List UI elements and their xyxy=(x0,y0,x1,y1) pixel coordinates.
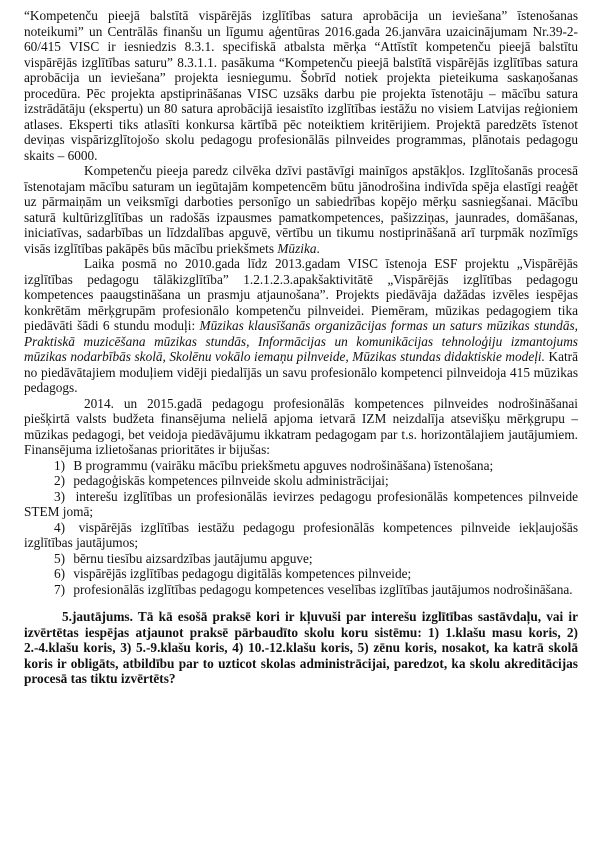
paragraph-funding-2014-2015: 2014. un 2015.gadā pedagogu profesionālās kompetences pilnveides nodrošināšanai piešķirtā valsts budžeta finansējuma nelielā apjoma ietvarā IZM neizdalīja atsevišķu mērķgrupu – mūzikas pedagogi, bet veidoja piedāvājumu ikkatram pedagogam par t.s. horizontālajiem jautājumiem. Finansējuma izlietošanas prioritātes ir bijušas: xyxy=(24,395,578,457)
priority-text: vispārējās izglītības iestāžu pedagogu profesionālās kompetences pilnveide iekļaujošās izglītības jautājumos; xyxy=(24,519,578,550)
priority-number: 4) xyxy=(54,519,66,535)
question-5: 5.jautājums. Tā kā esošā praksē kori ir kļuvuši par interešu izglītības sastāvdaļu, vai ir izvērtētas iespējas atjaunot praksē pārbaudīto skolu koru sistēmu: 1) 1.klašu masu koris, 2) 2.-4.klašu koris, 3) 5.-9.klašu koris, 4) 10.-12.klašu koris, 5) zēnu koris, nosakot, ka katrā skolā koris ir obligāts, atbildību par to uzticot skolas administrācijai, paredzot, ka skolu akreditācijas procesā tas tiktu izvērtēts? xyxy=(24,609,578,686)
priority-text: pedagoģiskās kompetences pilnveide skolu administrācijai; xyxy=(73,473,389,488)
priority-item xyxy=(24,520,578,551)
paragraph-competence-text: Kompetenču pieeja paredz cilvēka dzīvi pastāvīgi mainīgos apstākļos. Izglītošanās procesā īstenotajam mācību saturam un iegūtajām kompetencēm būtu jānodrošina indivīda spēja elastīgi reaģēt uz pārmaiņām un veiksmīgi darboties personīgo un sabiedrības kopējo mērķu sasniegšanai. Mācību saturā kultūrizglītības un radošās izpausmes pamatkompetences, pašizziņas, jaunrades, domāšanas, iniciatīvas, sadarbības un līdzdalības apguvē, vērtību un tikumu nostiprināšanā arī turpmāk nozīmīgs visās izglītības pakāpēs būs mācību priekšmets xyxy=(24,163,578,256)
paragraph-esf-project xyxy=(24,256,578,396)
priority-number: 2) xyxy=(54,473,66,488)
priority-item xyxy=(24,489,578,520)
paragraph-competence-approach: Kompetenču pieeja paredz cilvēka dzīvi pastāvīgi mainīgos apstākļos. Izglītošanās procesā īstenotajam mācību saturam un iegūtajām kompetencēm būtu jānodrošina indivīda spēja elastīgi reaģēt uz pārmaiņām un veiksmīgi darboties personīgo un sabiedrības kopējo mērķu sasniegšanai. Mācību saturā kultūrizglītības un radošās izpausmes pamatkompetences, pašizziņas, jaunrades, domāšanas, iniciatīvas, sadarbības un līdzdalības apguvē, vērtību un tikumu nostiprināšanā arī turpmāk nozīmīgs visās izglītības pakāpēs būs mācību priekšmets Mūzika. xyxy=(24,163,578,256)
funding-priorities-list xyxy=(24,458,578,598)
priority-text: B programmu (vairāku mācību priekšmetu apguves nodrošināšana) īstenošana; xyxy=(73,457,494,473)
priority-item xyxy=(24,473,578,489)
music-modules-list: Mūzikas klausīšanās organizācijas formas un saturs mūzikas stundās, Praktiskā muzicēšana mūzikas stundās, Informācijas un komunikācijas tehnoloģiju izmantojums mūzikas nodarbībās skolā, Skolēnu vokālo iemaņu pilnveide, Mūzikas stundas didaktiskie modeļi. xyxy=(24,318,578,364)
priority-item xyxy=(24,458,578,474)
priority-text: vispārējās izglītības pedagogu digitālās kompetences pilnveide; xyxy=(73,566,412,581)
priority-item xyxy=(24,551,578,567)
priority-text: bērnu tiesību aizsardzības jautājumu apguve; xyxy=(73,550,313,566)
priority-item xyxy=(24,566,578,582)
esf-project-text: Laika posmā no 2010.gada līdz 2013.gadam VISC īstenoja ESF projektu „Vispārējās izglītības pedagogu tālākizglītība” 1.2.1.2.3.apakšaktivitātē „Vispārējās izglītības pedagogu kompetences paaugstināšana un prasmju atjaunošana”. Projekts piedāvāja dažādas izvēles iespējas konkrētām mērķgrupām profesionālo kompetenču pilnveidei. Piemēram, mūzikas pedagogiem tika piedāvāti šādi 6 stundu moduļi: xyxy=(24,256,578,333)
priority-number: 1) xyxy=(54,457,66,473)
priority-number: 7) xyxy=(54,581,66,597)
priority-number: 6) xyxy=(54,566,66,581)
priority-number: 5) xyxy=(54,550,66,566)
priority-text: profesionālās izglītības pedagogu kompetences veselības izglītības jautājumos nodrošināšana. xyxy=(73,581,573,597)
priority-text: interešu izglītības un profesionālās ievirzes pedagogu profesionālās kompetences pilnveide STEM jomā; xyxy=(24,488,578,519)
priority-number: 3) xyxy=(54,488,66,504)
subject-music: Mūzika xyxy=(277,240,317,256)
priority-item xyxy=(24,582,578,598)
paragraph-project-application: “Kompetenču pieejā balstītā vispārējās izglītības satura aprobācija un ieviešana” īstenošanas noteikumi” un Centrālās finanšu un līgumu aģentūras 2016.gada 26.janvāra uzaicinājumam Nr.39-2-60/415 VISC ir iesniedzis 8.3.1. specifiskā atbalsta mērķa “Attīstīt kompetenču pieejā balstītu vispārējās izglītības saturu” 8.3.1.1. pasākuma “Kompetenču pieejā balstītā vispārējās izglītības satura aprobācija un ieviešana” projekta iesniegumu. Šobrīd notiek projekta pieteikuma saskaņošanas procedūra. Pēc projekta apstiprināšanas VISC uzsāks darbu pie projekta īstenotāju – mācību satura izstrādātāju (ekspertu) un 80 satura aprobācijā iesaistīto izglītības iestāžu no visiem Latvijas reģioniem atlases. Eksperti tiks atlasīti konkursa kārtībā pēc noteiktiem kritērijiem. Projektā paredzēts īstenot deviņas vispārizglītojošo skolu pedagogu profesionālās pilnveides programmas, plānotais pedagogu skaits – 6000. xyxy=(24,8,578,163)
esf-project-participation: Katrā no piedāvātajiem moduļiem vidēji piedalījās un savu profesionālo kompetenci pilnveidoja 415 mūzikas pedagogs. xyxy=(24,349,578,395)
